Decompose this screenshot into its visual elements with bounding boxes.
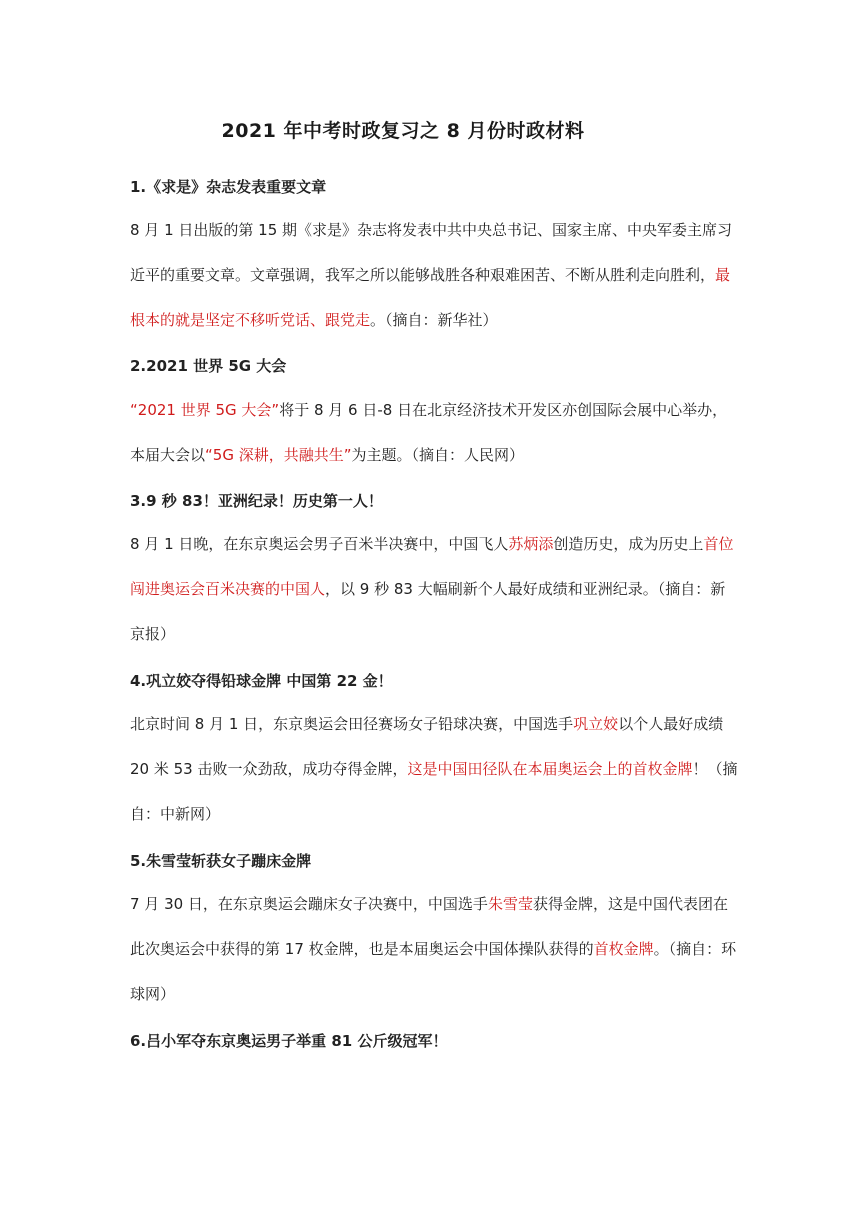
section-heading-1: 1.《求是》杂志发表重要文章 [130,178,327,196]
highlighted-text: 巩立姣 [573,715,619,733]
section-heading-3: 3.9 秒 83！亚洲纪录！历史第一人！ [130,492,383,510]
highlighted-text: 这是中国田径队在本届奥运会上的首枚金牌 [407,760,693,778]
paragraph-text: 8 月 1 日晚，在东京奥运会男子百米半决赛中，中国飞人 [130,535,509,553]
highlighted-text: “5G 深耕，共融共生” [205,446,352,464]
paragraph-text: ！（摘自：中新网） [130,760,738,823]
section-heading-2: 2.2021 世界 5G 大会 [130,357,287,375]
section-heading-5: 5.朱雪莹斩获女子蹦床金牌 [130,852,312,870]
paragraph-text: 获得金牌，这是中国代表团在此次奥运会中获得的第 17 枚金牌，也是本届奥运会中国体操队获得的 [130,895,728,958]
section-paragraph-3 [130,522,740,657]
highlighted-text: 朱雪莹 [487,895,533,913]
paragraph-text: 7 月 30 日，在东京奥运会蹦床女子决赛中，中国选手 [130,895,488,913]
highlighted-text: 首枚金牌 [593,940,654,958]
section-paragraph-2 [130,388,740,478]
section-paragraph-4 [130,702,740,837]
highlighted-text: 最根本的就是坚定不移听党话、跟党走 [130,266,731,329]
paragraph-text: 北京时间 8 月 1 日，东京奥运会田径赛场女子铅球决赛，中国选手 [130,715,574,733]
paragraph-text: 为主题。（摘自：人民网） [351,446,525,464]
section-paragraph-1 [130,208,740,343]
paragraph-text: 8 月 1 日出版的第 15 期《求是》杂志将发表中共中央总书记、国家主席、中央军委主席习近平的重要文章。文章强调，我军之所以能够战胜各种艰难困苦、不断从胜利走向胜利， [130,221,733,284]
paragraph-text: 。（摘自：环球网） [130,940,737,1003]
section-heading-4: 4.巩立姣夺得铅球金牌 中国第 22 金！ [130,672,393,690]
paragraph-text: ，以 9 秒 83 大幅刷新个人最好成绩和亚洲纪录。（摘自：新京报） [130,580,726,643]
section-heading-6: 6.吕小军夺东京奥运男子举重 81 公斤级冠军！ [130,1032,448,1050]
paragraph-text: 将于 8 月 6 日-8 日在北京经济技术开发区亦创国际会展中心举办，本届大会以 [130,401,728,464]
highlighted-text: “2021 世界 5G 大会” [130,401,280,419]
paragraph-text: 。（摘自：新华社） [370,311,498,329]
paragraph-text: 创造历史，成为历史上 [553,535,704,553]
document-title: 2021 年中考时政复习之 8 月份时政材料 [221,120,585,142]
highlighted-text: 首位闯进奥运会百米决赛的中国人 [130,535,734,598]
highlighted-text: 苏炳添 [508,535,554,553]
paragraph-text: 以个人最好成绩 20 米 53 击败一众劲敌，成功夺得金牌， [130,715,724,778]
section-paragraph-5 [130,882,740,1017]
